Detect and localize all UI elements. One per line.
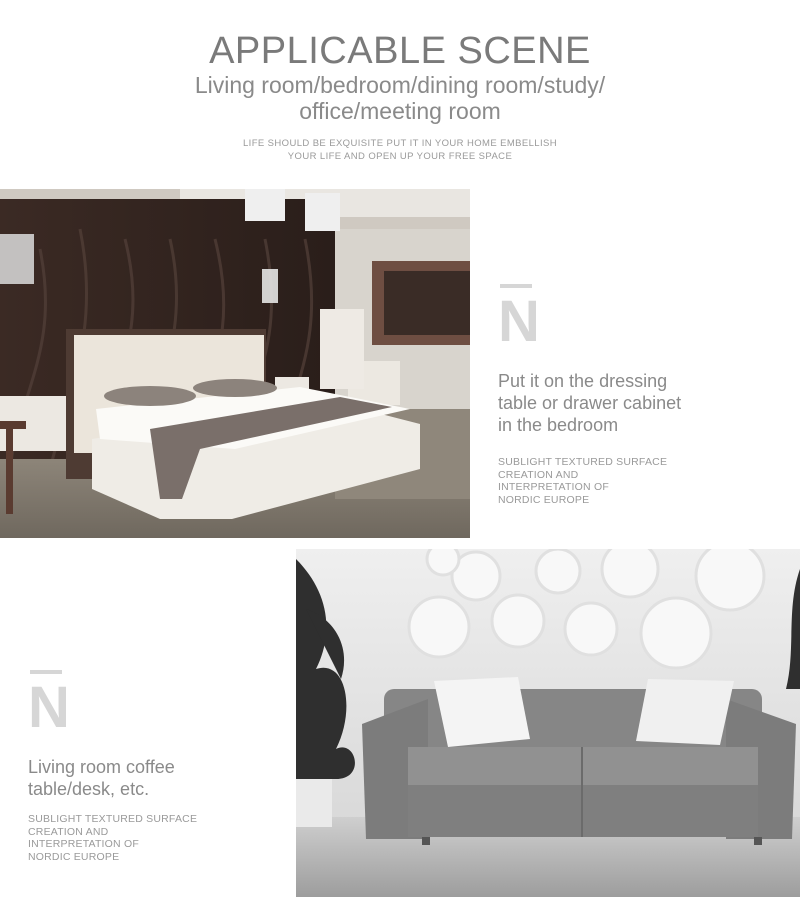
description-line: Put it on the dressing	[498, 371, 668, 391]
caption-line: INTERPRETATION OF	[28, 838, 139, 850]
subtitle-line: Living room/bedroom/dining room/study/	[194, 72, 606, 98]
logo-glyph: N	[28, 675, 70, 740]
caption-line: NORDIC EUROPE	[28, 850, 120, 863]
page-subtitle	[170, 72, 630, 124]
subtitle-line: office/meeting room	[299, 98, 501, 124]
description-line: table or drawer cabinet	[498, 393, 682, 413]
logo-bar	[30, 670, 62, 674]
caption-line: CREATION AND	[498, 468, 579, 481]
header	[0, 0, 800, 180]
page-title: APPLICABLE SCENE	[209, 30, 591, 72]
description-line: in the bedroom	[498, 415, 619, 435]
tagline-line: LIFE SHOULD BE EXQUISITE PUT IT IN YOUR HOME EMBELLISH	[242, 138, 558, 149]
living-room-photo	[296, 549, 800, 897]
bedroom-description	[498, 370, 681, 436]
logo-glyph: N	[498, 289, 540, 354]
description-line: table/desk, etc.	[28, 779, 150, 799]
caption-line: SUBLIGHT TEXTURED SURFACE	[28, 813, 198, 825]
bedroom-illustration	[0, 189, 470, 538]
brand-logo	[28, 675, 70, 740]
living-small-caption	[28, 813, 197, 863]
living-description	[28, 756, 175, 800]
living-room-illustration	[296, 549, 800, 897]
bedroom-small-caption	[498, 456, 667, 506]
description-line: Living room coffee	[28, 757, 175, 777]
caption-line: INTERPRETATION OF	[498, 481, 609, 493]
caption-line: NORDIC EUROPE	[498, 493, 590, 506]
caption-line: SUBLIGHT TEXTURED SURFACE	[498, 456, 668, 468]
tagline-line: YOUR LIFE AND OPEN UP YOUR FREE SPACE	[287, 151, 513, 162]
caption-line: CREATION AND	[28, 825, 109, 838]
tagline	[0, 137, 800, 163]
logo-bar	[500, 284, 532, 288]
bedroom-photo	[0, 189, 470, 538]
brand-logo	[498, 289, 540, 354]
